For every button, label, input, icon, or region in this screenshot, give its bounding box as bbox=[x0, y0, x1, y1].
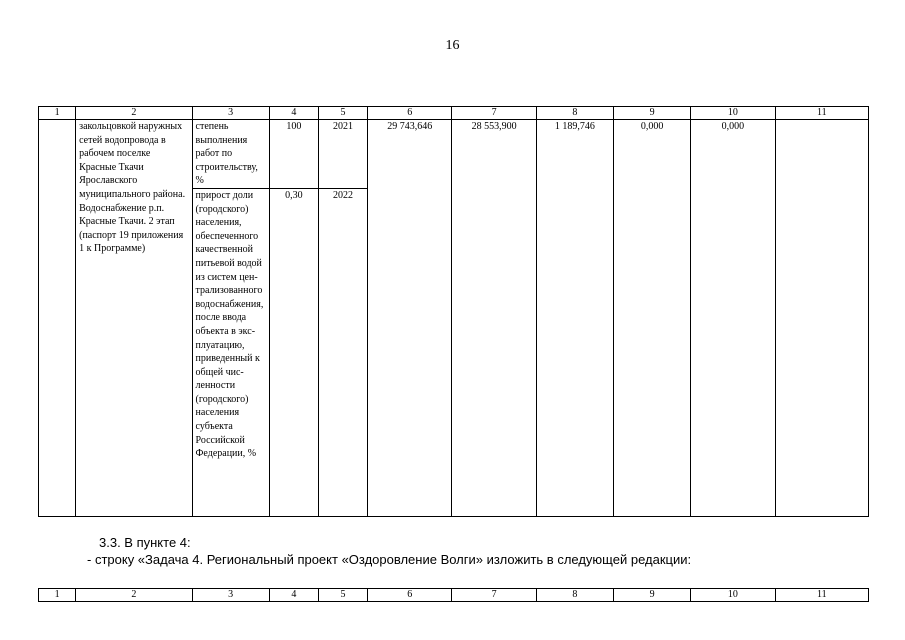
indicator-value-cell: 100 bbox=[269, 120, 318, 189]
column-header: 4 bbox=[269, 589, 318, 602]
finance-total-cell: 29 743,646 bbox=[368, 120, 452, 517]
column-header: 4 bbox=[269, 107, 318, 120]
column-header: 5 bbox=[318, 107, 367, 120]
column-header: 5 bbox=[318, 589, 367, 602]
header-row bbox=[39, 589, 869, 602]
column-header: 1 bbox=[39, 589, 76, 602]
indicator-year-cell: 2022 bbox=[318, 188, 367, 516]
event-name-cell: закольцовкой наружных сетей водопровода в рабочем поселке Красные Ткачи Ярославского муниципального района. Водоснабжение р.п. Красные Ткачи. 2 этап (паспорт 19 приложения 1 к Программе) bbox=[76, 120, 192, 517]
indicator-name-cell: прирост доли (городского) населения, обеспеченного качественной питьевой водой из систем цен-трализованного водоснабжения, после ввода объекта в экс-плуатацию, приведенный к общей чис-ленности (городского) населения субъекта Российской Федерации, % bbox=[192, 188, 269, 516]
finance-federal-cell: 28 553,900 bbox=[452, 120, 536, 517]
column-header: 1 bbox=[39, 107, 76, 120]
column-header: 11 bbox=[775, 589, 868, 602]
column-header: 2 bbox=[76, 107, 192, 120]
indicator-value-cell: 0,30 bbox=[269, 188, 318, 516]
finance-other-cell: 0,000 bbox=[691, 120, 775, 517]
bottom-table bbox=[38, 588, 869, 602]
paragraph-point-4: 3.3. В пункте 4: bbox=[99, 535, 191, 550]
table-row bbox=[39, 120, 869, 189]
column-header: 9 bbox=[614, 107, 691, 120]
header-row bbox=[39, 107, 869, 120]
column-header: 6 bbox=[368, 107, 452, 120]
column-header: 9 bbox=[614, 589, 691, 602]
column-header: 8 bbox=[536, 107, 613, 120]
column-header: 7 bbox=[452, 107, 536, 120]
column-header: 3 bbox=[192, 589, 269, 602]
indicator-name-cell: степень выполнения работ по строительству, % bbox=[192, 120, 269, 189]
column-header: 7 bbox=[452, 589, 536, 602]
main-table bbox=[38, 106, 869, 517]
column-header: 3 bbox=[192, 107, 269, 120]
column-header: 8 bbox=[536, 589, 613, 602]
empty-cell bbox=[775, 120, 868, 517]
finance-regional-cell: 1 189,746 bbox=[536, 120, 613, 517]
indicator-year-cell: 2021 bbox=[318, 120, 367, 189]
column-header: 6 bbox=[368, 589, 452, 602]
paragraph-task-4: - строку «Задача 4. Региональный проект «Оздоровление Волги» изложить в следующей редакции: bbox=[87, 552, 692, 567]
finance-local-cell: 0,000 bbox=[614, 120, 691, 517]
column-header: 11 bbox=[775, 107, 868, 120]
column-header: 10 bbox=[691, 589, 775, 602]
row-number-cell bbox=[39, 120, 76, 517]
column-header: 10 bbox=[691, 107, 775, 120]
page-number: 16 bbox=[445, 38, 460, 53]
column-header: 2 bbox=[76, 589, 192, 602]
